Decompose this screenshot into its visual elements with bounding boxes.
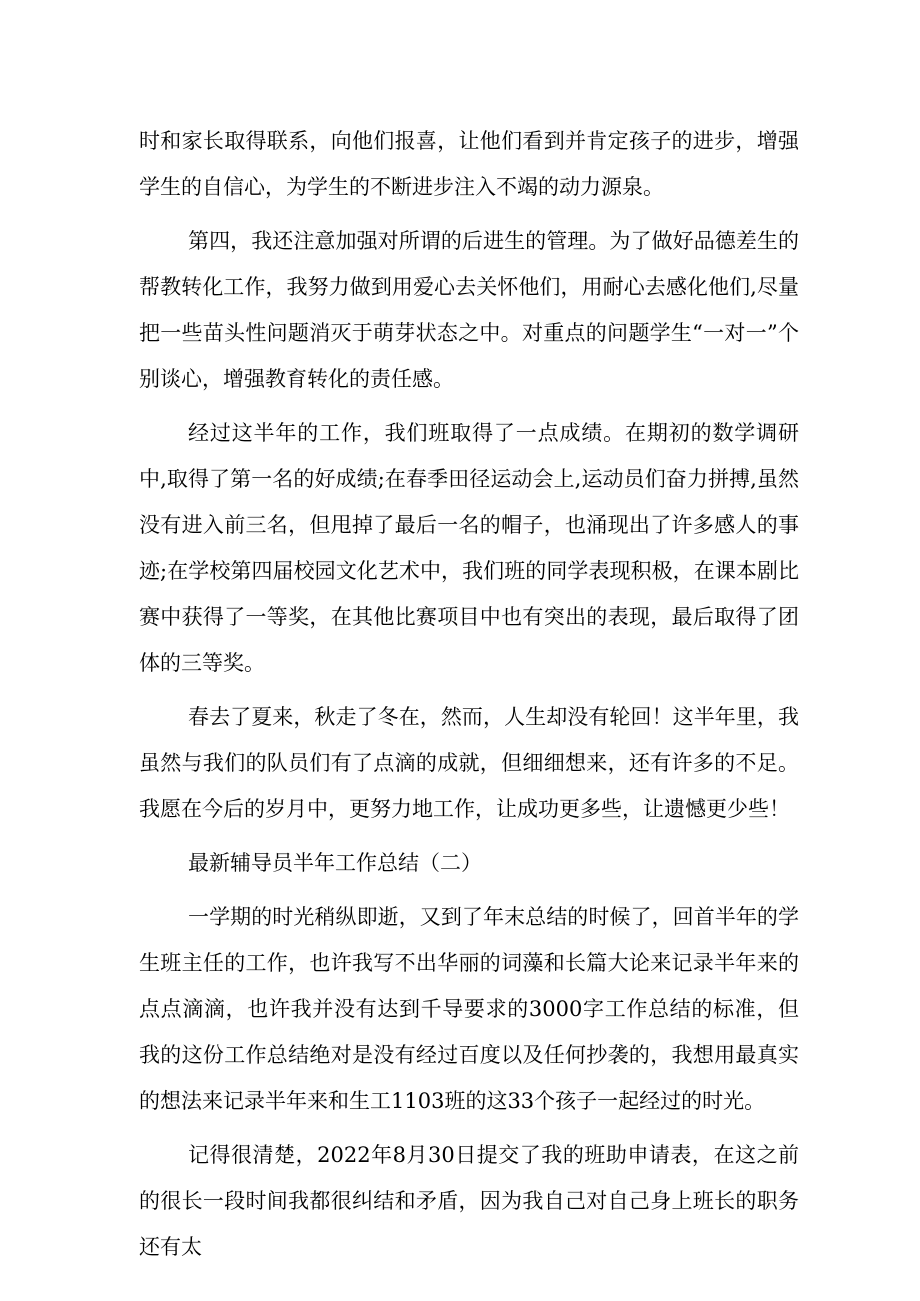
paragraph-reflection: 春去了夏来，秋走了冬在，然而，人生却没有轮回！这半年里，我虽然与我们的队员们有了点滴的成就，但细细想来，还有许多的不足。我愿在今后的岁月中，更努力地工作，让成功更多些，让遗憾更少些！ [139, 705, 799, 821]
paragraph-semester-intro: 一学期的时光稍纵即逝，又到了年末总结的时候了，回首半年的学生班主任的工作，也许我写不出华丽的词藻和长篇大论来记录半年来的点点滴滴，也许我并没有达到千导要求的3000字工作总结的标准，但我的这份工作总结绝对是没有经过百度以及任何抄袭的，我想用最真实的想法来记录半年来和生工1103班的这33个孩子一起经过的时光。 [139, 905, 799, 1113]
paragraph-achievements: 经过这半年的工作，我们班取得了一点成绩。在期初的数学调研中,取得了第一名的好成绩;在春季田径运动会上,运动员们奋力拼搏,虽然没有进入前三名，但甩掉了最后一名的帽子，也涌现出了许多感人的事迹;在学校第四届校园文化艺术中，我们班的同学表现积极，在课本剧比赛中获得了一等奖，在其他比赛项目中也有突出的表现，最后取得了团体的三等奖。 [139, 421, 799, 675]
document-body [139, 118, 799, 1278]
paragraph-memory: 记得很清楚，2022年8月30日提交了我的班助申请表，在这之前的很长一段时间我都很纠结和矛盾，因为我自己对自己身上班长的职务还有太 [139, 1143, 799, 1259]
section-heading: 最新辅导员半年工作总结（二） [188, 851, 482, 875]
paragraph-continuation: 时和家长取得联系，向他们报喜，让他们看到并肯定孩子的进步，增强学生的自信心，为学生的不断进步注入不竭的动力源泉。 [139, 129, 799, 199]
paragraph-fourth-point: 第四，我还注意加强对所谓的后进生的管理。为了做好品德差生的帮教转化工作，我努力做到用爱心去关怀他们，用耐心去感化他们,尽量把一些苗头性问题消灭于萌芽状态之中。对重点的问题学生“一对一”个别谈心，增强教育转化的责任感。 [139, 229, 799, 391]
